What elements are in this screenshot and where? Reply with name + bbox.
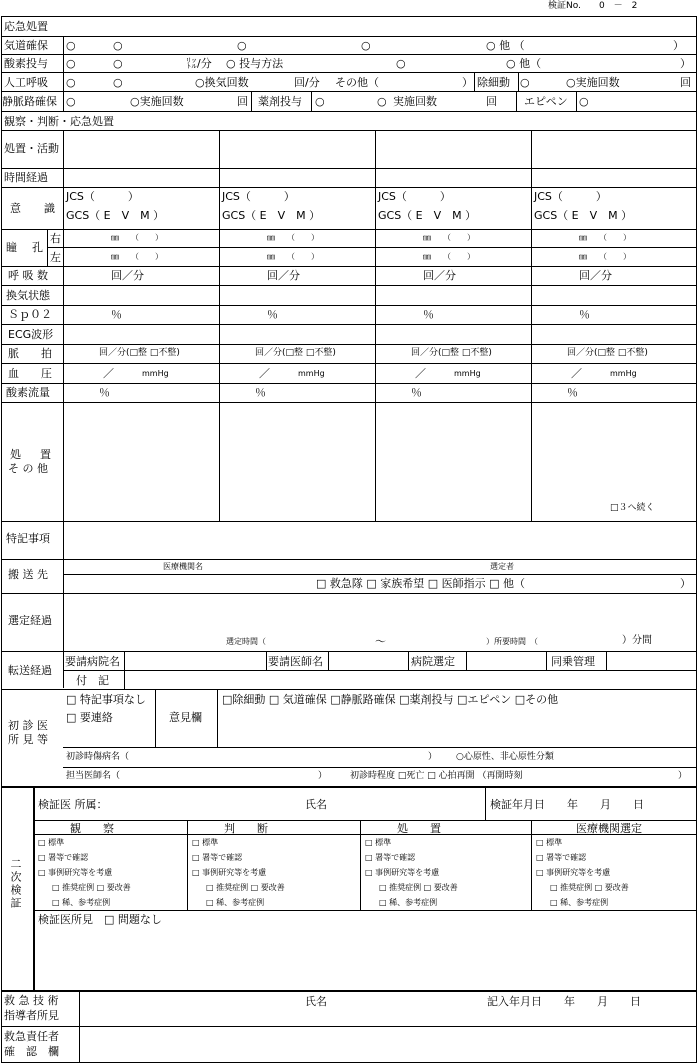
jcs-field-3[interactable]: JCS（ ） [378,190,451,203]
resp-rate-1[interactable]: 回／分 [111,269,144,282]
resp-rate-2[interactable]: 回／分 [267,269,300,282]
verification-item[interactable]: □ 推奨症例 □ 要改善 [52,883,131,892]
verification-item[interactable]: □ 標準 [38,838,65,847]
iv-label: 静脈路確保 [2,95,57,108]
ride-management: 同乗管理 [551,655,595,668]
oxygen-unit: ㍑/分 [186,57,212,70]
defibrillation-option[interactable]: ○ [520,76,530,89]
pupil-right-4[interactable]: ㎜ （ ） [579,233,631,242]
contact-required-checkbox[interactable]: □ 要連絡 [66,711,113,724]
resp-rate-4[interactable]: 回／分 [579,269,612,282]
verification-item[interactable]: □ 署等で確認 [192,853,243,862]
o2flow-pct-2[interactable]: ％ [255,386,266,399]
ventilation-count[interactable]: ○換気回数 [195,76,249,89]
instructor-date: 記入年月日 年 月 日 [487,995,641,1008]
required-minutes: ）分間 [622,635,652,646]
airway-other[interactable]: ○ 他 （ [486,39,525,52]
appendix-note: 付 記 [76,674,109,687]
certificate-number: 検証No. 0 － 2 [548,1,638,11]
verification-item[interactable]: □ 署等で確認 [38,853,89,862]
drug-times: 回 [486,95,497,108]
procedure-checkboxes[interactable]: □除細動 □ 気道確保 □静脈路確保 □薬剤投与 □エピペン □その他 [222,693,559,706]
row-label-left: 左 [50,251,61,264]
verification-item[interactable]: □ 稀、参考症例 [379,898,438,907]
bp-unit-2: mmHg [298,369,325,378]
doctor-close: ） [318,771,328,781]
verifier-name: 氏名 [305,798,327,811]
gcs-field-2[interactable]: GCS（ E V M ） [222,209,321,222]
selection-tilde: ～ [375,635,386,648]
secondary-label: 二次検証 [9,858,22,910]
drug-label: 薬剤投与 [258,95,302,108]
verification-item[interactable]: □ 推奨症例 □ 要改善 [550,883,629,892]
verification-column-header: 医療機関選定 [576,822,642,835]
row-label-spo2: Ｓｐ０２ [8,308,52,321]
row-label-time: 時間経過 [4,171,48,184]
oxygen-other[interactable]: ○ 他（ [506,57,542,70]
airway-close: ） [673,39,684,52]
iv-times: 回 [237,95,248,108]
notes-label: 特記事項 [6,532,50,545]
verification-item[interactable]: □ 署等で確認 [536,853,587,862]
respiration-close: ） [462,76,473,89]
pupil-left-4[interactable]: ㎜ （ ） [579,252,631,261]
continue-checkbox[interactable]: □３へ続く [610,503,655,513]
verification-item[interactable]: □ 署等で確認 [365,853,416,862]
instructor-label-1: 救 急 技 術 [4,994,59,1007]
row-label-treatment: 処 置 [10,448,55,461]
row-label-pupil: 瞳 孔 [6,241,45,254]
requested-hospital: 要請病院名 [65,655,120,668]
bp-slash-3: ／ [415,367,426,380]
verification-item[interactable]: □ 推奨症例 □ 要改善 [206,883,285,892]
drug-option-2[interactable]: ○ [377,95,387,108]
bp-slash-1: ／ [103,367,114,380]
respiration-option-2[interactable]: ○ [113,76,123,89]
transfer-label: 転送経過 [8,664,52,677]
drug-count: 実施回数 [393,95,437,108]
selector-header: 選定者 [490,562,514,571]
pupil-left-1[interactable]: ㎜ （ ） [111,252,163,261]
oxygen-option-2[interactable]: ○ [113,57,123,70]
verification-column-header: 処 置 [397,822,441,835]
o2flow-pct-3[interactable]: ％ [411,386,422,399]
no-special-checkbox[interactable]: □ 特記事項なし [66,693,146,706]
initial-label-1: 初 診 医 [8,719,48,732]
verification-item[interactable]: □ 推奨症例 □ 要改善 [379,883,458,892]
epipen-option[interactable]: ○ [579,95,589,108]
verifier-affiliation: 検証医 所属： [38,798,108,811]
verification-item[interactable]: □ 標準 [192,838,219,847]
row-label-o2flow: 酸素流量 [6,386,50,399]
jcs-field-4[interactable]: JCS（ ） [534,190,607,203]
instructor-label-2: 指導者所見 [4,1009,59,1022]
verification-item[interactable]: □ 事例研究等を考慮 [38,868,113,877]
respiration-other[interactable]: その他（ [335,76,379,89]
opinion-label: 意見欄 [169,711,202,724]
pulse-field-1[interactable]: 回／分(□整 □不整) [99,348,180,358]
verification-item[interactable]: □ 事例研究等を考慮 [365,868,440,877]
diagnosis-label: 初診時傷病名（ [66,752,130,762]
spo2-pct-2[interactable]: ％ [267,308,278,321]
defibrillation-times: 回 [680,76,691,89]
iv-count[interactable]: ○実施回数 [130,95,184,108]
defibrillation-label: 除細動 [477,76,510,89]
selection-label: 選定経過 [8,614,52,627]
oxygen-option-1[interactable]: ○ [66,57,76,70]
verification-item[interactable]: □ 標準 [536,838,563,847]
bp-slash-4: ／ [571,367,582,380]
verification-item[interactable]: □ 稀、参考症例 [52,898,111,907]
airway-label: 気道確保 [4,39,48,52]
row-label-other: そ の 他 [8,462,48,475]
pulse-field-3[interactable]: 回／分(□整 □不整) [411,348,492,358]
bp-unit-3: mmHg [454,369,481,378]
oxygen-option-3[interactable]: ○ [396,57,406,70]
pupil-left-3[interactable]: ㎜ （ ） [423,252,475,261]
airway-option-4[interactable]: ○ [361,39,371,52]
defibrillation-count[interactable]: ○実施回数 [566,76,620,89]
row-label-action: 処置・活動 [4,142,59,155]
selector-close: ） [680,577,691,590]
chief-label-1: 救急責任者 [4,1030,59,1043]
o2flow-pct-4[interactable]: ％ [567,386,578,399]
bp-unit-1: mmHg [142,369,169,378]
gcs-field-3[interactable]: GCS（ E V M ） [378,209,477,222]
ventilation-per-min: 回/分 [294,76,320,89]
hospital-selection: 病院選定 [411,655,455,668]
jcs-field-2[interactable]: JCS（ ） [222,190,295,203]
pupil-right-2[interactable]: ㎜ （ ） [267,233,319,242]
verification-column-header: 観 察 [70,822,114,835]
row-label-consciousness: 意 識 [10,202,61,215]
hospital-name-header: 医療機関名 [163,562,203,571]
severity-options[interactable]: 初診時程度 □死亡 □ 心拍再開 （再開時刻 [350,771,523,781]
instructor-name: 氏名 [305,995,327,1008]
pupil-right-3[interactable]: ㎜ （ ） [423,233,475,242]
initial-label-2: 所 見 等 [8,733,48,746]
o2flow-pct-1[interactable]: ％ [99,386,110,399]
verification-item[interactable]: □ 標準 [365,838,392,847]
oxygen-close: ） [680,57,691,70]
selection-time: 選定時間（ [226,637,266,646]
row-label-pulse: 脈 拍 [8,347,52,360]
observation-title: 観察・判断・応急処置 [4,115,114,128]
bp-unit-4: mmHg [610,369,637,378]
spo2-pct-1[interactable]: ％ [111,308,122,321]
diagnosis-close: ） [428,752,438,762]
verification-column-header: 判 断 [224,822,268,835]
verification-item[interactable]: □ 事例研究等を考慮 [536,868,611,877]
row-label-ecg: ECG波形 [8,328,54,341]
spo2-pct-3[interactable]: ％ [423,308,434,321]
verification-item[interactable]: □ 事例研究等を考慮 [192,868,267,877]
verifier-opinion[interactable]: 検証医所見 □ 問題なし [38,913,162,926]
bp-slash-2: ／ [259,367,270,380]
pulse-field-4[interactable]: 回／分(□整 □不整) [567,348,648,358]
gcs-field-4[interactable]: GCS（ E V M ） [534,209,633,222]
verification-date: 検証年月日 年 月 日 [490,798,644,811]
row-label-bp: 血 圧 [8,367,52,380]
cardiac-classification[interactable]: ○心原性、非心原性分類 [456,752,554,762]
row-label-ventilation: 換気状態 [6,289,50,302]
epipen-label: エピペン [524,95,568,108]
emergency-title: 応急処置 [4,20,48,33]
requested-doctor: 要請医師名 [268,655,323,668]
severity-close: ） [678,771,688,781]
required-time: ）所要時間 （ [486,637,538,646]
jcs-field-1[interactable]: JCS（ ） [66,190,139,203]
pupil-right-1[interactable]: ㎜ （ ） [111,233,163,242]
resp-rate-3[interactable]: 回／分 [423,269,456,282]
gcs-field-1[interactable]: GCS（ E V M ） [66,209,165,222]
iv-option-1[interactable]: ○ [66,95,76,108]
row-label-resp-rate: 呼 吸 数 [8,269,48,282]
verification-item[interactable]: □ 稀、参考症例 [206,898,265,907]
oxygen-method[interactable]: ○ 投与方法 [226,57,284,70]
doctor-label: 担当医師名（ [66,771,121,781]
selector-options[interactable]: □ 救急隊 □ 家族希望 □ 医師指示 □ 他（ [316,577,526,590]
transport-label: 搬 送 先 [8,568,48,581]
spo2-pct-4[interactable]: ％ [579,308,590,321]
row-label-right: 右 [50,232,61,245]
airway-option-1[interactable]: ○ [66,39,76,52]
respiration-label: 人工呼吸 [4,76,48,89]
drug-option-1[interactable]: ○ [315,95,325,108]
oxygen-label: 酸素投与 [4,57,48,70]
respiration-option-1[interactable]: ○ [66,76,76,89]
pulse-field-2[interactable]: 回／分(□整 □不整) [255,348,336,358]
verification-item[interactable]: □ 稀、参考症例 [550,898,609,907]
airway-option-3[interactable]: ○ [237,39,247,52]
pupil-left-2[interactable]: ㎜ （ ） [267,252,319,261]
airway-option-2[interactable]: ○ [113,39,123,52]
chief-label-2: 確 認 欄 [4,1045,59,1058]
